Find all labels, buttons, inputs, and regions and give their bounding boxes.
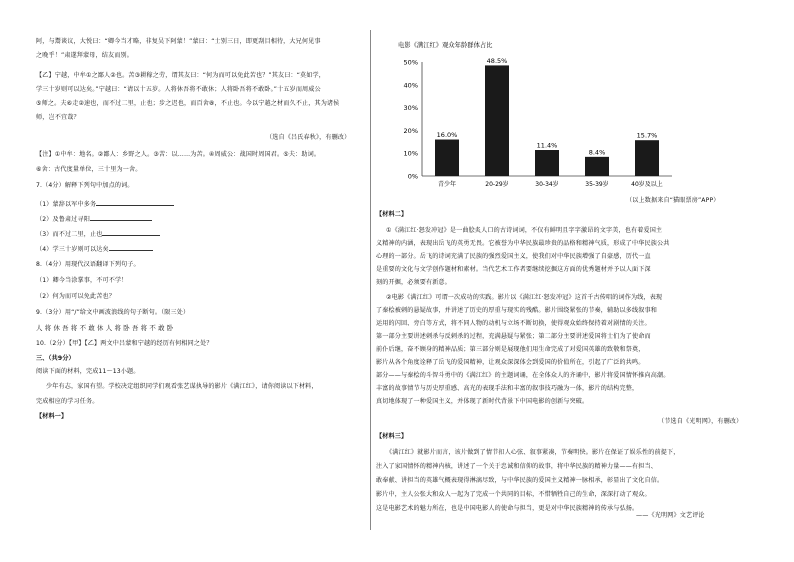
bar-value-label: 48.5%: [486, 56, 508, 65]
section-3-text: 完成相应的学习任务。: [36, 398, 99, 405]
q7-item: （2）及鲁肃过寻阳: [36, 214, 152, 224]
q7-item: （3）而不过二里，止也: [36, 229, 160, 239]
section-3-instruction: 阅读下面的材料，完成11～13小题。: [36, 368, 140, 375]
m2-line: 真切地体现了一种爱国主义，并体现了新时代背景下中国电影的创新与突破。: [376, 398, 589, 405]
question-9: 9.（3分）用“/”给文中画波浪线的句子断句。（限三处）: [36, 309, 190, 316]
m2-line: 运用的闪回、旁白等方式，将不同人物的动机与立场不断切换，使得观众始终保持着对剧情的关注。: [376, 320, 651, 327]
answer-blank[interactable]: [96, 199, 174, 206]
chart-title: 电影《满江红》观众年龄群体占比: [398, 42, 493, 49]
q8-item: （2）何为而可以免此苦也？: [36, 293, 115, 300]
passage-line: 之晚乎！”肃遂拜蒙母，结友而别。: [36, 52, 133, 59]
bar: [635, 140, 659, 176]
bar: [535, 150, 559, 176]
passage-source: （选自《吕氏春秋》，有删改）: [266, 134, 351, 141]
passage-line: ⑤师之。夫⑥走②速也，而不过二里，止也；步之迟也，而百舍⑧，不止也。今以宁越之材而久不止，其为诸侯: [36, 100, 340, 107]
chart-source: （以上数据来自“猫眼票房”APP）: [626, 197, 720, 204]
passage-line: 【乙】宁越，中牟①之鄙人②也。苦③耕稼之劳，谓其友曰：“何为而可以免此苦也？”其友曰：“莫如学，: [36, 72, 325, 79]
section-3-text: 少年有志，家国有望。学校决定组织同学们观看张艺谋执导的影片《满江红》，请你阅读以下材料，: [46, 383, 318, 390]
question-10: 10.（2分）【甲】【乙】两文中吕蒙和宁越的经历有何相同之处？: [36, 340, 213, 347]
m2-line: 刻的开掘，必须要有新意。: [376, 279, 451, 286]
question-7: 7.（4分）解释下列句中加点的词。: [36, 182, 134, 189]
notes-line: 【注】①中牟：地名。②鄙人：乡野之人。③苦：以……为苦。④周威公：战国时周国君。⑤夫：助词。: [36, 151, 321, 158]
m3-line: 这是电影艺术的魅力所在，也是中国电影人的使命与担当，更是对中华民族精神的传承与弘扬。: [376, 505, 639, 512]
m2-line: 影片从各个角度诠释了岳飞的爱国精神，让观众深深体会到爱国的价值所在，引起了广泛的共鸣。: [376, 359, 645, 366]
bar-value-label: 11.4%: [536, 141, 558, 150]
y-tick-label: 0%: [407, 172, 418, 181]
q9-sentence: 人 将 休 吾 将 不 敢 休 人 将 卧 吾 将 不 敢 卧: [36, 324, 174, 332]
m2-line: 第一部分主要讲述刺杀与反刺杀的过程，充满悬疑与紧张；第二部分主要讲述爱国将士们为了使命而: [376, 333, 651, 340]
m3-line: 影片中，主人公张大和众人一起为了完成一个共同的目标，不惜牺牲自己的生命，深深打动了观众。: [376, 491, 651, 498]
section-3-heading: 三、（共9分）: [36, 355, 75, 362]
y-tick-label: 40%: [403, 81, 418, 90]
m2-line: 部分——与秦桧的斗智斗勇中的《满江红》的主题词诵，在全体众人的齐诵中，影片将爱国情怀推向高潮。: [376, 372, 670, 379]
bar: [585, 157, 609, 176]
bar-value-label: 15.7%: [636, 131, 658, 140]
m2-line: ①《满江红·怒发冲冠》是一曲脍炙人口的古诗词词，不仅有鲜明且字字激昂的文字美，也有着爱国主: [386, 227, 663, 234]
q7-item: （1）蒙辞以军中多务: [36, 199, 174, 209]
material-3-heading: 【材料三】: [376, 433, 408, 440]
q8-item: （1）卿今当涂掌事，不可不学！: [36, 277, 128, 284]
question-8: 8.（4分）用现代汉语翻译下列句子。: [36, 261, 140, 268]
notes-line: ⑥舍：古代度量单位，三十里为一舍。: [36, 166, 142, 173]
age-distribution-chart: [376, 38, 760, 238]
x-tick-label: 青少年: [437, 181, 457, 188]
answer-blank[interactable]: [102, 229, 160, 236]
y-tick-label: 10%: [403, 149, 418, 158]
answer-blank[interactable]: [90, 214, 152, 221]
material-2-heading: 【材料二】: [376, 211, 408, 218]
x-tick-label: 30-34岁: [535, 181, 559, 188]
q7-item: （4）学三十岁则可以达矣: [36, 244, 153, 254]
bar: [485, 65, 509, 176]
m2-line: 义精神的内涵，表现出岳飞的英勇无畏。它被誉为中华民族最珍贵的品格和精神气质，形成了中华民族公共: [376, 240, 670, 247]
m2-line: 了秦桧被刺的悬疑故事，并讲述了历史的厚重与现实的残酷。影片围绕紧张的节奏，辅助以多线叙事和: [376, 307, 657, 314]
bar: [435, 140, 459, 176]
y-tick-label: 50%: [403, 58, 418, 67]
y-tick-label: 20%: [403, 126, 418, 135]
m3-line: 《满江红》就影片而言，该片做到了情节扣人心弦、叙事紧凑，节奏明快。影片在保证了娱乐性的前提下，: [386, 449, 680, 456]
passage-line: 师，岂不宜哉？: [36, 114, 80, 121]
m2-line: 心理的一部分。岳飞的诗词充满了民族的强烈爱国主义，使我们对中华民族增强了自豪感，历代一直: [376, 253, 651, 260]
passage-line: 阿，与鬻谈议，大悦曰：“卿今当才略，非复吴下阿蒙！”蒙曰：“士别三日，即更刮目相待，大兄何见事: [36, 38, 321, 45]
material-1-heading: 【材料一】: [36, 413, 68, 420]
bar-value-label: 8.4%: [588, 148, 606, 157]
m2-line: 前仆后继，奋不顾身的精神品质；第三部分则是展现他们用生命完成了对爱国英雄的致敬和祭奠，: [376, 346, 645, 353]
m2-source: （节选自《光明网》，有删改）: [658, 418, 743, 425]
m2-line: 是重要的文化与文学创作题材和素材。当代艺术工作者要继续挖掘这方面的优秀题材并予以人面下深: [376, 266, 651, 273]
column-divider: [370, 30, 371, 530]
m3-source: ——《光明网》文艺评论: [636, 512, 705, 519]
passage-line: 学三十岁则可以达矣。”宁越曰：“请以十五岁。人将休吾将不敢休；人将卧吾将不敢卧。”十五岁而周威公: [36, 86, 321, 93]
bar-value-label: 16.0%: [436, 131, 458, 140]
y-tick-label: 30%: [403, 104, 418, 113]
x-tick-label: 40岁及以上: [631, 181, 663, 188]
x-tick-label: 35-39岁: [585, 181, 609, 188]
m2-line: 丰富的故事情节与历史厚重感、高光的表现手法和丰富的叙事技巧融为一体，影片的结构完整，: [376, 385, 639, 392]
m3-line: 注入了家国情怀的精神内核，讲述了一个关于忠诚和信仰的故事，将中华民族的精神力量——有担当、: [376, 463, 657, 470]
x-tick-label: 20-29岁: [485, 181, 509, 188]
m2-line: ②电影《满江红》可谓一次成功的实践。影片以《满江红·怒发冲冠》这首千古传唱的词作为线，表现: [386, 294, 663, 301]
answer-blank[interactable]: [109, 244, 153, 251]
m3-line: 敢奉献、讲担当的英雄气概表现得淋漓尽致，与中华民族的爱国主义精神一脉相承，彰显出了文化自信。: [376, 477, 664, 484]
